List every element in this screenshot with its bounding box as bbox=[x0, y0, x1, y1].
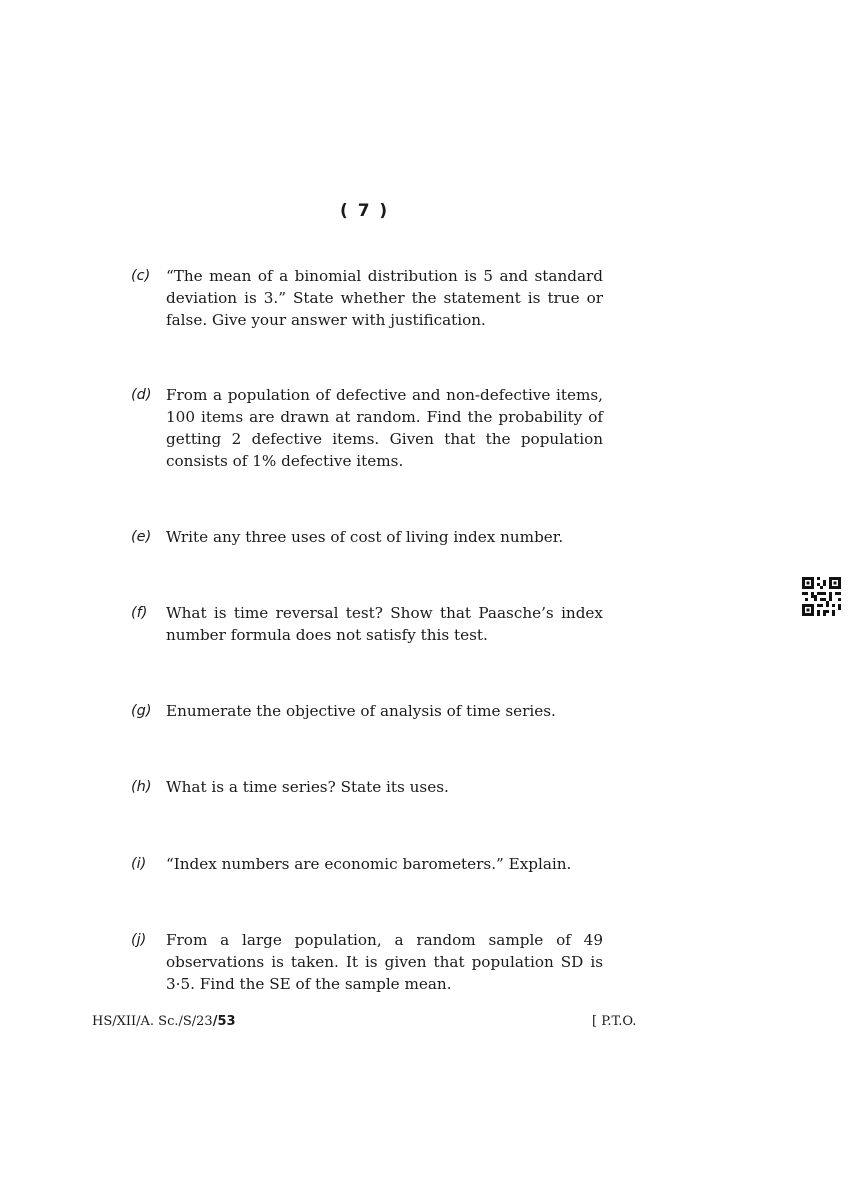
qr-code-icon bbox=[802, 577, 841, 616]
question-e bbox=[131, 526, 603, 548]
question-label: (j) bbox=[131, 932, 147, 948]
paper-code-prefix: HS/XII/A. Sc./S/23 bbox=[92, 1014, 213, 1029]
question-label: (d) bbox=[131, 387, 152, 403]
question-text: What is time reversal test? Show that Paasche’s index number formula does not satisfy this test. bbox=[166, 604, 603, 644]
question-h bbox=[131, 776, 603, 798]
question-text: From a large population, a random sample of 49 observations is taken. It is given that population SD is 3·5. Find the SE of the sample mean. bbox=[166, 931, 603, 993]
question-label: (c) bbox=[131, 268, 151, 284]
question-text: Enumerate the objective of analysis of time series. bbox=[166, 702, 556, 720]
question-text: From a population of defective and non-defective items, 100 items are drawn at random. Find the probability of getting 2 defective items. Given that the population consists of 1% defective items. bbox=[166, 386, 603, 470]
paper-code bbox=[92, 1014, 236, 1029]
page-number: ( 7 ) bbox=[340, 201, 390, 221]
question-label: (i) bbox=[131, 856, 147, 872]
question-text: “Index numbers are economic barometers.” Explain. bbox=[166, 855, 572, 873]
question-text: What is a time series? State its uses. bbox=[166, 778, 449, 796]
question-text: Write any three uses of cost of living index number. bbox=[166, 528, 564, 546]
question-j bbox=[131, 929, 603, 995]
question-label: (f) bbox=[131, 605, 148, 621]
paper-code-suffix: /53 bbox=[212, 1014, 236, 1029]
question-f bbox=[131, 602, 603, 646]
question-d bbox=[131, 384, 603, 472]
question-label: (h) bbox=[131, 779, 152, 795]
question-label: (g) bbox=[131, 703, 152, 719]
question-g bbox=[131, 700, 603, 722]
question-label: (e) bbox=[131, 529, 152, 545]
pto-note: [ P.T.O. bbox=[592, 1014, 637, 1029]
question-c bbox=[131, 265, 603, 331]
question-i bbox=[131, 853, 603, 875]
question-text: “The mean of a binomial distribution is 5 and standard deviation is 3.” State whether the statement is true or false. Give your answer with justification. bbox=[166, 267, 603, 329]
